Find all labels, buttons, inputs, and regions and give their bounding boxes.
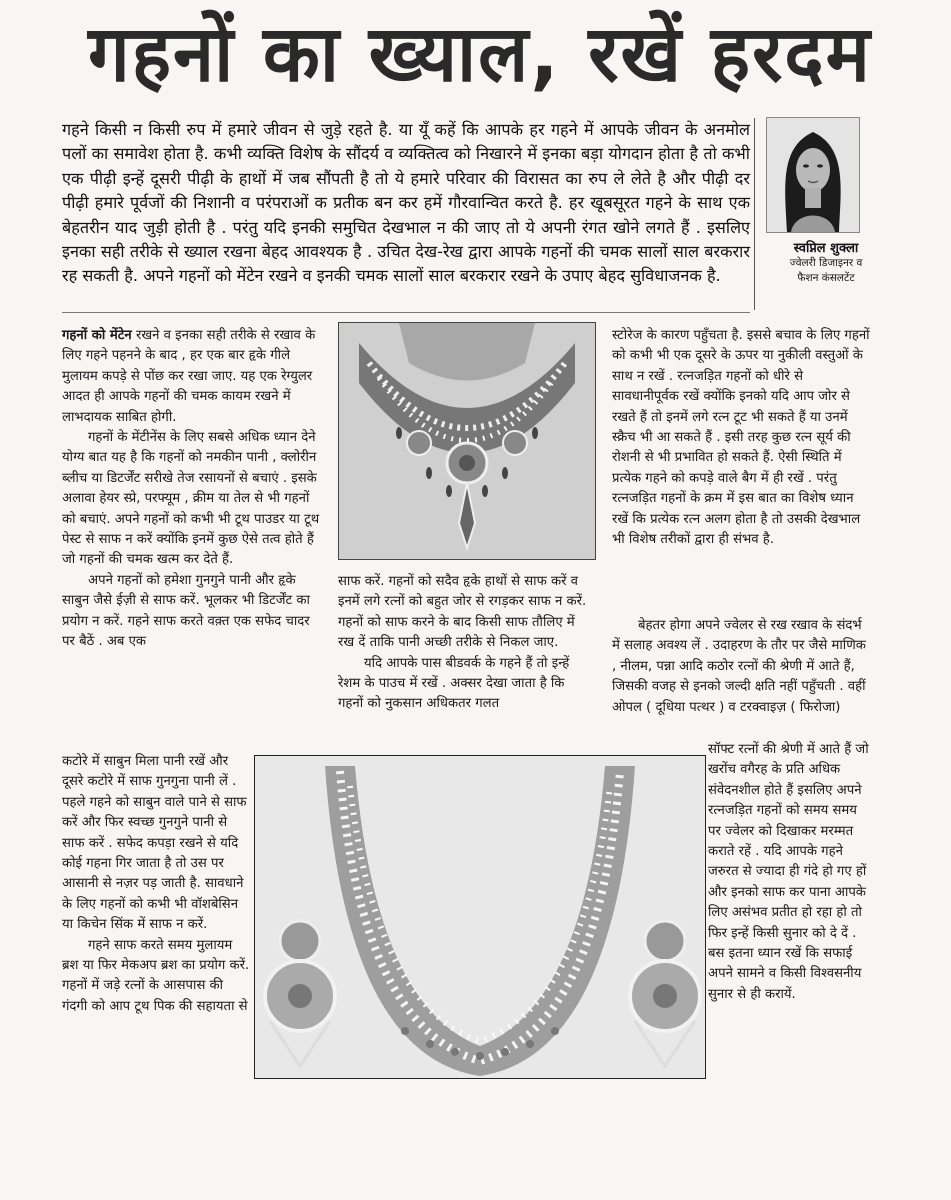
col1-para-3-cont: कटोरे में साबुन मिला पानी रखें और दूसरे कटोरे में साफ गुनगुना पानी लें . पहले गहने को साबुन वाले पाने से साफ करें और फिर स्वच्छ गुनगुने पानी से साफ करें . सफेद कपड़ा रखने से यदि कोई गहना गिर जाता है तो उस पर आसानी से नज़र पड़ जाती है. सावधाने के लिए गहनों को कभी भी वॉशबेसिन या किचेन सिंक में साफ न करें.	[62, 754, 247, 933]
column-1	[62, 326, 320, 653]
column-3-b	[612, 616, 870, 718]
necklace-photo-2	[254, 755, 706, 1079]
column-2	[338, 572, 592, 715]
col1-para-1	[62, 326, 320, 428]
col1-para-1-text: रखने व इनका सही तरीके से रखाव के लिए गहने पहनने के बाद , हर एक बार हृके गीले मुलायम कपड़े से पोंछ कर रखा जाए. यह एक रेग्युलर आदत ही आपके गहनों की चमक कायम रखने में लाभदायक साबित होगी.	[62, 328, 316, 425]
headline: गहनों का ख्याल, रखें हरदम	[88, 8, 872, 100]
col1-para-4: गहने साफ करते समय मुलायम ब्रश या फिर मेकअप ब्रश का प्रयोग करें. गहनों में जड़े रत्नों के आसपास की गंदगी को आप टूथ पिक की सहायता से	[62, 937, 250, 1014]
col1-lead: गहनों को मेंटेन	[62, 328, 132, 343]
divider-horizontal	[62, 312, 750, 313]
author-photo	[766, 117, 860, 233]
col3-para-1: स्टोरेज के कारण पहुँचता है. इससे बचाव के लिए गहनों को कभी भी एक दूसरे के ऊपर या नुकीली वस्तुओं के साथ न रखें . रत्नजड़ित गहनों को धीरे से सावधानीपूर्वक रखें क्योंकि इनको यदि आप जोर से रखते हैं तो इनमें लगे रत्न टूट भी सकते हैं या उनमें स्क्रैच भी आ सकते हैं . इसी तरह कुछ रत्न सूर्य की रोशनी से भी प्रभावित हो सकते हैं. ऐसी स्थिति में प्रत्येक गहने को कपड़े वाले बैग में ही रखें . परंतु रत्नजड़ित गहनों के क्रम में इस बात का विशेष ध्यान रखें कि प्रत्येक रत्न अलग होता है तो उसकी देखभाल भी विशेष तरीकों द्वारा ही संभव है.	[612, 328, 870, 548]
intro-paragraph: गहने किसी न किसी रुप में हमारे जीवन से जुड़े रहते है. या यूँ कहें कि आपके हर गहने में आपके जीवन के अनमोल पलों का समावेश होता है. कभी व्यक्ति विशेष के सौंदर्य व व्यक्तित्व को निखारने में इनका बड़ा योगदान होता है तो कभी एक पीढ़ी इन्हें दूसरी पीढ़ी के हाथों में जब सौंपती है तो ये हमारे परिवार की विरासत का रुप ले लेते है और पीढ़ी दर पीढ़ी हमारे पूर्वजों की निशानी व परंपराओं क प्रतीक बन कर हमें गौरवान्वित करते है. हर खूबसूरत गहने के साथ एक बेहतरीन याद जुड़ी होती है . परंतु यदि इनकी समुचित देखभाल न की जाए तो ये अपनी रंगत खोने लगते हैं . इसलिए इनका सही तरीके से ख्याल रखना बेहद आवश्यक है . उचित देख-रेख द्वारा आपके गहनों की चमक सालों साल बरकरार रह सकती है. अपने गहनों को मेंटेन रखने व इनकी चमक सालों साल बरकरार रखने के उपाए बेहद सुविधाजनक है.	[62, 120, 750, 286]
col1-para-3: अपने गहनों को हमेशा गुनगुने पानी और हृके साबुन जैसे ईज़ी से साफ करें. भूलकर भी डिटर्जेंट का प्रयोग न करें. गहने साफ करते वक़्त एक सफेद चादर पर बैठें . अब एक	[62, 572, 310, 650]
author-role	[766, 256, 886, 286]
author-role-line2: फैशन कंसलटेंट	[797, 272, 855, 284]
necklace-photo-1	[338, 322, 596, 560]
author-name: स्वप्निल शुक्ला	[793, 241, 859, 256]
column-3-narrow	[708, 740, 870, 1005]
col2-para-1: साफ करें. गहनों को सदैव हृके हाथों से साफ करें व इनमें लगे रत्नों को बहुत जोर से रगड़कर साफ न करें. गहनों को साफ करने के बाद किसी साफ तौलिए में रख दें ताकि पानी अच्छी तरीके से निकल जाए.	[338, 574, 587, 651]
col3-para-3: सॉफ्ट रत्नों की श्रेणी में आते हैं जो खरोंच वगैरह के प्रति अधिक संवेदनशील होते हैं इसलिए अपने रत्नजड़ित गहनों को समय समय पर ज्वेलर को दिखाकर मरम्मत कराते रहें . यदि आपके गहने जरुरत से ज्यादा ही गंदे हो गए हों और इनको साफ कर पाना आपके लिए असंभव प्रतीत हो रहा हो तो फिर इन्हें किसी सुनार को दे दें . बस इतना ध्यान रखें कि सफाई अपने सामने व किसी विश्वसनीय सुनार से ही करायें.	[708, 742, 869, 1002]
column-1-narrow	[62, 752, 250, 1017]
col3-para-2: बेहतर होगा अपने ज्वेलर से रख रखाव के संदर्भ में सलाह अवश्य लें . उदाहरण के तौर पर जैसे माणिक , नीलम, पन्ना आदि कठोर रत्नों की श्रेणी में आते हैं, जिसकी वजह से इनको जल्दी क्षति नहीं पहुँचती . वहीं ओपल ( दूधिया पत्थर ) व टरक्वाइज़ ( फिरोजा)	[612, 618, 866, 715]
col2-para-2: यदि आपके पास बीडवर्क के गहने हैं तो इन्हें रेशम के पाउच में रखें . अक्सर देखा जाता है कि गहनों को नुकसान अधिकतर गलत	[338, 655, 570, 712]
divider-vertical	[754, 118, 755, 310]
col1-para-2: गहनों के मेंटीनेंस के लिए सबसे अधिक ध्यान देने योग्य बात यह है कि गहनों को नमकीन पानी , क्लोरीन ब्लीच या डिटर्जेंट सरीखे तेज रसायनों से बचाएं . इसके अलावा हेयर स्प्रे, परफ्यूम , क्रीम या तेल से भी गहनों को बचाएं. अपने गहनों को कभी भी टूथ पाउडर या टूथ पेस्ट से साफ न करें क्योंकि इनमें कुछ ऐसे तत्व होते हैं जो गहनों की चमक खत्म कर देते हैं.	[62, 430, 320, 568]
author-role-line1: ज्वेलरी डिजाइनर व	[789, 257, 863, 269]
column-3	[612, 326, 870, 550]
